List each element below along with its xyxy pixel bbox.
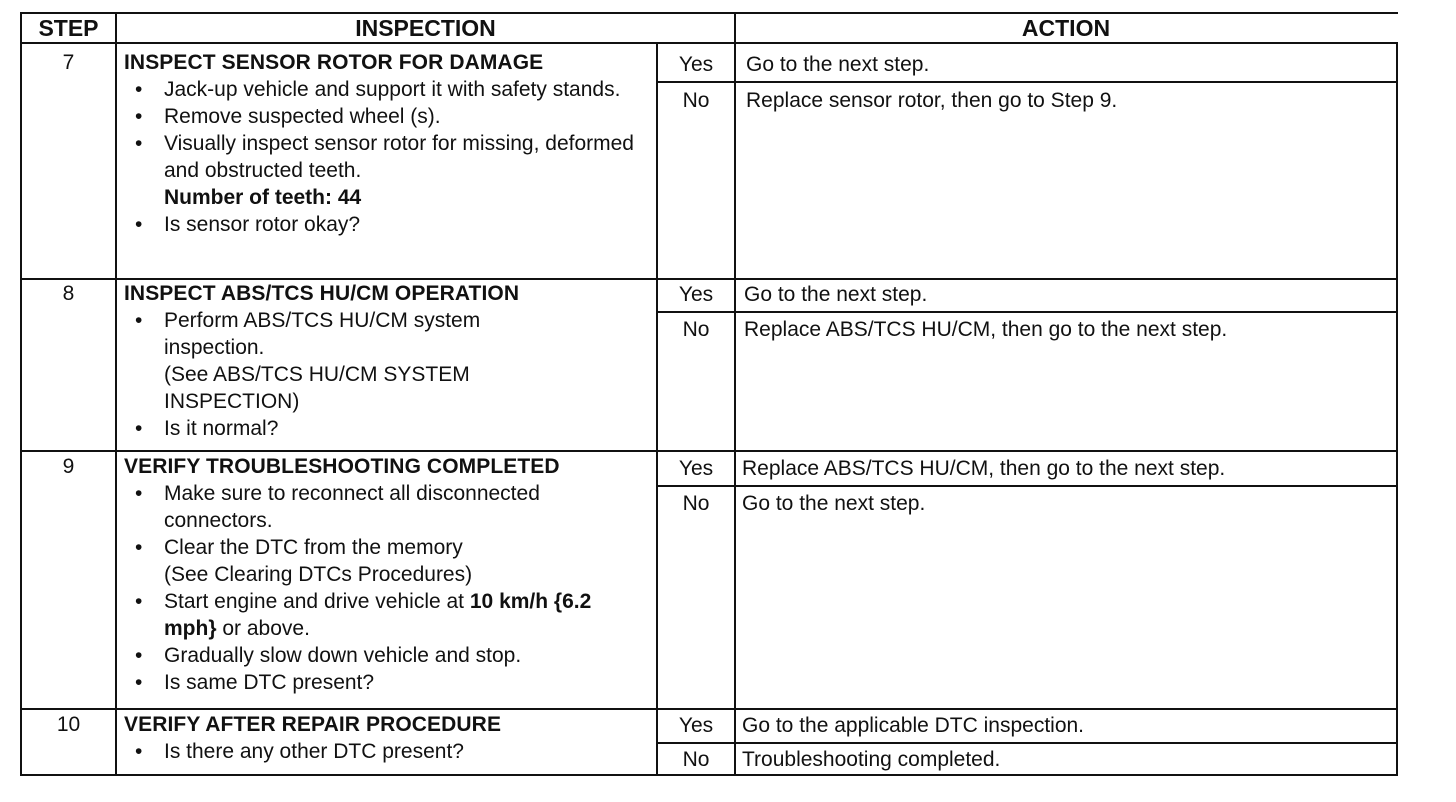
step-7-yes-label: Yes	[678, 53, 714, 76]
step-7-inspection	[124, 49, 652, 238]
step-7-no-action: Replace sensor rotor, then go to Step 9.	[746, 89, 1118, 112]
step-7-yes-action: Go to the next step.	[746, 53, 930, 76]
step-9-bottom-divider	[20, 708, 1398, 710]
table-border-right	[1396, 42, 1398, 776]
step-7-bullet-3: • Visually inspect sensor rotor for missing, deformed and obstructed teeth.	[124, 130, 652, 184]
answer-column-divider	[734, 12, 736, 776]
step-9-bullet-3	[124, 588, 634, 642]
step-9-bullet-4: • Gradually slow down vehicle and stop.	[124, 642, 652, 669]
step-8-yes-label: Yes	[678, 283, 714, 306]
step-9-bullet-2: • Clear the DTC from the memory	[124, 534, 652, 561]
step-10-inspection	[124, 711, 652, 765]
step-9-bullet-3-text: Start engine and drive vehicle at	[164, 590, 465, 613]
step-8-bullets-cont	[124, 415, 652, 442]
step-9-bullets-cont	[124, 588, 652, 696]
step-9-bullets	[124, 480, 652, 561]
step-8-no-label: No	[682, 318, 710, 341]
step-8-inspection	[124, 280, 652, 442]
step-7-bullet-4: • Is sensor rotor okay?	[124, 211, 652, 238]
step-8-yes-action: Go to the next step.	[744, 283, 928, 306]
step-8-bullet-1	[124, 307, 584, 361]
step-10-bullets	[124, 738, 652, 765]
step-8-bottom-divider	[20, 450, 1398, 452]
step-8-bullet-2: • Is it normal?	[124, 415, 652, 442]
step-8-number: 8	[62, 282, 75, 305]
step-7-bullet-2: • Remove suspected wheel (s).	[124, 103, 652, 130]
step-8-yes-divider	[656, 311, 1398, 313]
step-7-teeth-spec: Number of teeth: 44	[164, 186, 362, 209]
step-9-yes-label: Yes	[678, 457, 714, 480]
step-9-speed-value: 10 km/h {6.2 mph}	[164, 590, 592, 640]
header-action: ACTION	[1021, 15, 1111, 41]
step-7-yes-divider	[656, 81, 1398, 83]
step-9-speed-suffix: or above.	[222, 617, 310, 640]
troubleshooting-table	[20, 12, 1398, 776]
step-7-title: INSPECT SENSOR ROTOR FOR DAMAGE	[124, 51, 544, 74]
step-9-yes-action: Replace ABS/TCS HU/CM, then go to the next step.	[742, 457, 1226, 480]
step-column-divider	[115, 12, 117, 776]
step-9-bullet-1: • Make sure to reconnect all disconnected connectors.	[124, 480, 624, 534]
step-10-number: 10	[56, 713, 81, 736]
step-9-no-label: No	[682, 492, 710, 515]
step-8-bullets	[124, 307, 652, 361]
step-10-bullet-1: • Is there any other DTC present?	[124, 738, 652, 765]
step-9-no-action: Go to the next step.	[742, 492, 926, 515]
step-9-number: 9	[62, 455, 75, 478]
step-9-title: VERIFY TROUBLESHOOTING COMPLETED	[124, 455, 560, 478]
step-9-inspection	[124, 453, 652, 696]
step-10-title: VERIFY AFTER REPAIR PROCEDURE	[124, 713, 502, 736]
step-7-bullets	[124, 76, 652, 184]
step-10-yes-action: Go to the applicable DTC inspection.	[742, 714, 1085, 737]
step-7-bullet-1: • Jack-up vehicle and support it with safety stands.	[124, 76, 652, 103]
step-10-no-action: Troubleshooting completed.	[742, 748, 1001, 771]
step-7-bullets-cont	[124, 211, 652, 238]
header-inspection: INSPECTION	[355, 15, 496, 41]
step-9-bullet-5: • Is same DTC present?	[124, 669, 652, 696]
table-border-left	[20, 12, 22, 776]
header-step: STEP	[38, 15, 99, 41]
step-8-title: INSPECT ABS/TCS HU/CM OPERATION	[124, 282, 520, 305]
step-8-bullet-1-text: Perform ABS/TCS HU/CM system inspection.	[164, 309, 481, 359]
step-8-reference: (See ABS/TCS HU/CM SYSTEM INSPECTION)	[164, 363, 470, 413]
step-9-reference: (See Clearing DTCs Procedures)	[164, 563, 473, 586]
table-border-bottom	[20, 774, 1398, 776]
inspection-column-divider	[656, 42, 658, 776]
step-10-yes-divider	[656, 742, 1398, 744]
step-8-no-action: Replace ABS/TCS HU/CM, then go to the next step.	[744, 318, 1228, 341]
step-7-number: 7	[62, 51, 75, 74]
step-7-no-label: No	[682, 89, 710, 112]
step-10-no-label: No	[682, 748, 710, 771]
step-10-yes-label: Yes	[678, 714, 714, 737]
step-9-yes-divider	[656, 485, 1398, 487]
